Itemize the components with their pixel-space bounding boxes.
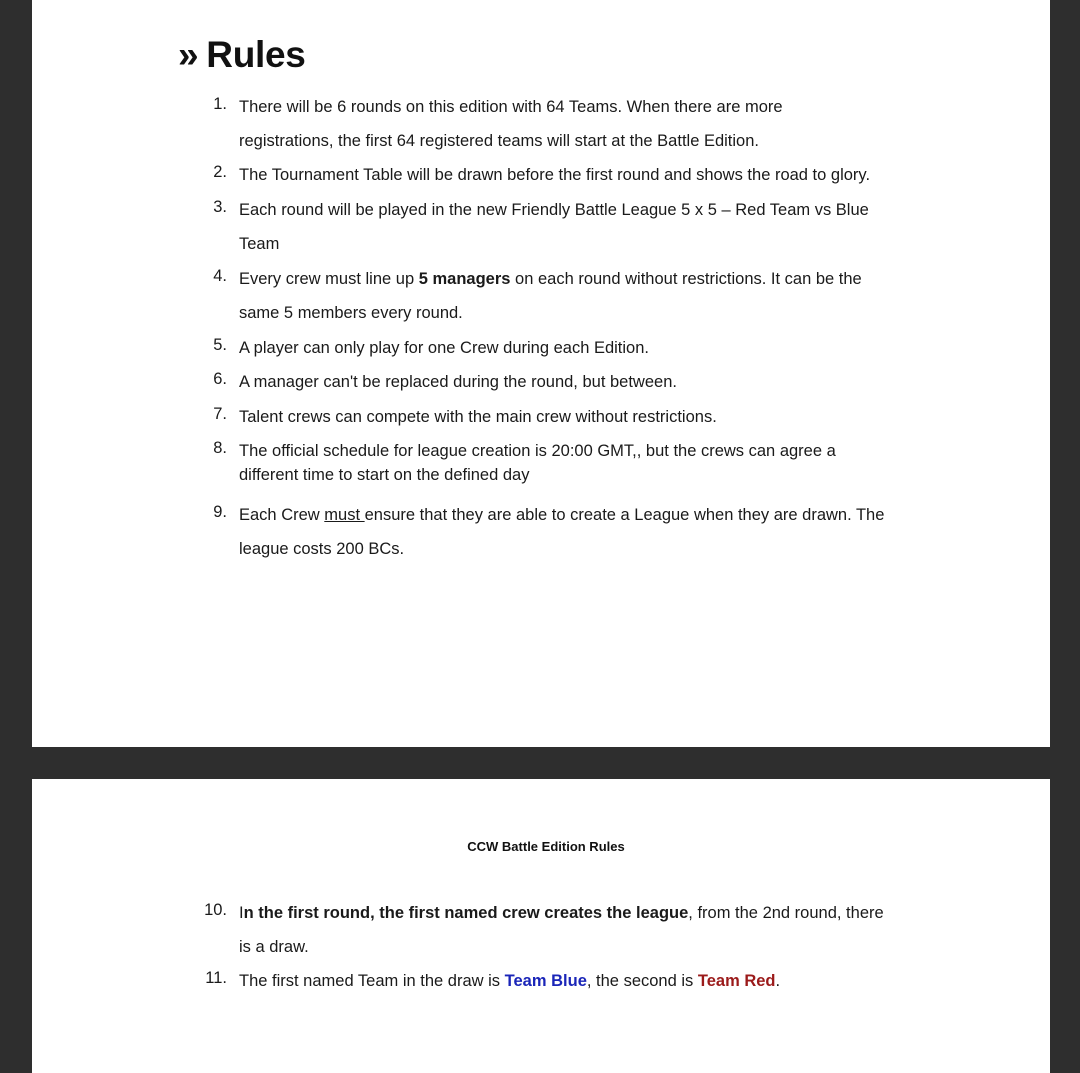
- rule-number: 3.: [213, 198, 227, 216]
- rule-text-line: A player can only play for one Crew during each Edition.: [239, 339, 649, 357]
- section-title: Rules: [206, 34, 306, 75]
- rule-number: 1.: [213, 95, 227, 113]
- rule-number: 11.: [205, 969, 227, 987]
- rule-number: 8.: [213, 439, 227, 457]
- rule-number: 10.: [204, 901, 227, 919]
- rule-text-line: registrations, the first 64 registered teams will start at the Battle Edition.: [239, 132, 759, 150]
- team-blue-label: Team Blue: [504, 972, 587, 990]
- rule-text-line: There will be 6 rounds on this edition with 64 Teams. When there are more: [239, 98, 783, 116]
- rule-number: 4.: [213, 267, 227, 285]
- bold-emphasis: 5 managers: [418, 270, 511, 288]
- rule-text-line: The Tournament Table will be drawn before the first round and shows the road to glory.: [239, 166, 871, 184]
- rule-text-line: The first named Team in the draw is Team Blue, the second is Team Red.: [239, 972, 781, 990]
- underlined-emphasis: must: [324, 506, 365, 524]
- rule-number: 7.: [213, 405, 227, 423]
- rule-text-line: league costs 200 BCs.: [239, 540, 405, 558]
- rule-text-line: Every crew must line up 5 managers on each round without restrictions. It can be the: [239, 270, 862, 288]
- rule-text-line: different time to start on the defined day: [239, 466, 530, 484]
- section-heading: [178, 34, 306, 76]
- bold-emphasis: n the first round, the first named crew creates the league: [243, 904, 689, 922]
- rule-number: 6.: [213, 370, 227, 388]
- team-red-label: Team Red: [697, 972, 776, 990]
- rule-number: 9.: [213, 503, 227, 521]
- rule-number: 5.: [213, 336, 227, 354]
- rule-text-line: same 5 members every round.: [239, 304, 463, 322]
- rule-number: 2.: [213, 163, 227, 181]
- document-page-1: [32, 0, 1050, 747]
- rule-text-line: Talent crews can compete with the main crew without restrictions.: [239, 408, 717, 426]
- page-header: CCW Battle Edition Rules: [467, 839, 625, 854]
- rule-text-line: A manager can't be replaced during the round, but between.: [239, 373, 677, 391]
- document-page-2: [32, 779, 1050, 1073]
- rule-text-line: In the first round, the first named crew creates the league, from the 2nd round, there: [239, 904, 884, 922]
- rule-text-line: Team: [239, 235, 280, 253]
- rule-text-line: is a draw.: [239, 938, 309, 956]
- rule-text-line: Each round will be played in the new Friendly Battle League 5 x 5 – Red Team vs Blue: [239, 201, 869, 219]
- rule-text-line: Each Crew must ensure that they are able to create a League when they are drawn. The: [239, 506, 885, 524]
- double-chevron-icon: »: [178, 34, 199, 75]
- rule-text-line: The official schedule for league creation is 20:00 GMT,, but the crews can agree a: [239, 442, 836, 460]
